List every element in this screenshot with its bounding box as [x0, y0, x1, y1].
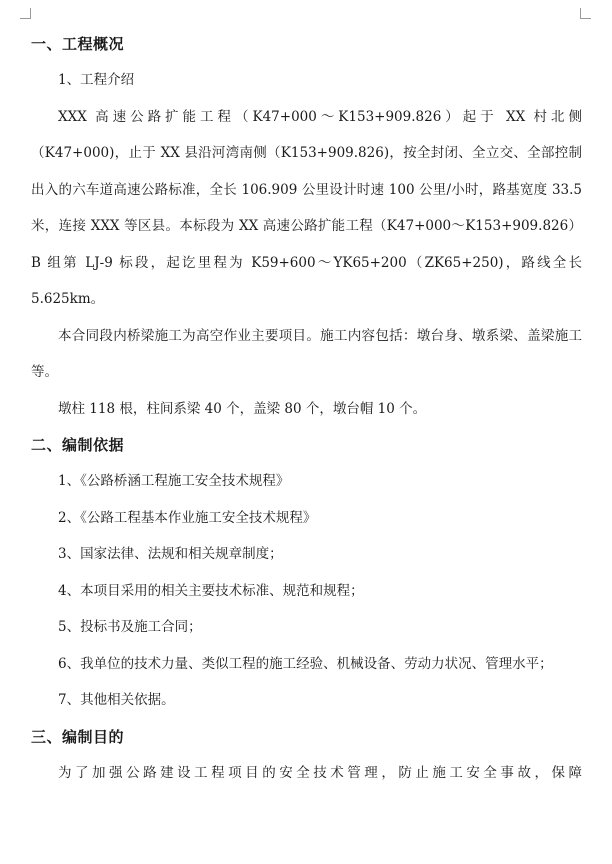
section-heading-overview: 一、工程概况: [31, 35, 125, 53]
section-heading-basis: 二、编制依据: [31, 436, 125, 454]
basis-item-2: 2、《公路工程基本作业施工安全技术规程》: [58, 509, 317, 526]
basis-item-6: 6、我单位的技术力量、类似工程的施工经验、机械设备、劳动力状况、管理水平；: [58, 655, 553, 672]
page-corner-mark-right: [580, 8, 591, 19]
page-corner-mark-left: [20, 8, 31, 19]
basis-item-1: 1、《公路桥涵工程施工安全技术规程》: [58, 473, 290, 489]
paragraph-component-counts: 墩柱 118 根，柱间系梁 40 个，盖梁 80 个，墩台帽 10 个。: [58, 400, 427, 417]
basis-item-3: 3、国家法律、法规和相关规章制度；: [58, 546, 283, 562]
paragraph-bridge-construction: 本合同段内桥梁施工为高空作业主要项目。施工内容包括：墩台身、墩系梁、盖梁施工等。: [31, 327, 582, 380]
paragraph-project-description: XXX 高速公路扩能工程（K47+000～K153+909.826）起于 XX 村北侧（K47+000)，止于 XX 县沿河湾南侧（K153+909.826)，按全封闭、全立交、全部控制出入的六车道高速公路标准，全长 106.909 公里设计时速 100 公里/小时，路基宽度 33.5 米，连接 XXX 等区县。本标段为 XX 高速公路扩能工程（K47+000～K153+909.826）B 组第 LJ-9 标段，起讫里程为 K59+600～YK65+200（ZK65+250)，路线全长 5.625km。: [31, 108, 582, 307]
section-heading-purpose: 三、编制目的: [31, 727, 125, 746]
basis-item-5: 5、投标书及施工合同；: [58, 619, 202, 635]
basis-item-7: 7、其他相关依据。: [58, 692, 175, 708]
paragraph-purpose: 为了加强公路建设工程项目的安全技术管理，防止施工安全事故，保障: [58, 764, 582, 781]
subheading-project-intro: 1、工程介绍: [58, 72, 135, 88]
basis-item-4: 4、本项目采用的相关主要技术标准、规范和规程；: [58, 582, 364, 599]
document-page: [31, 26, 582, 791]
